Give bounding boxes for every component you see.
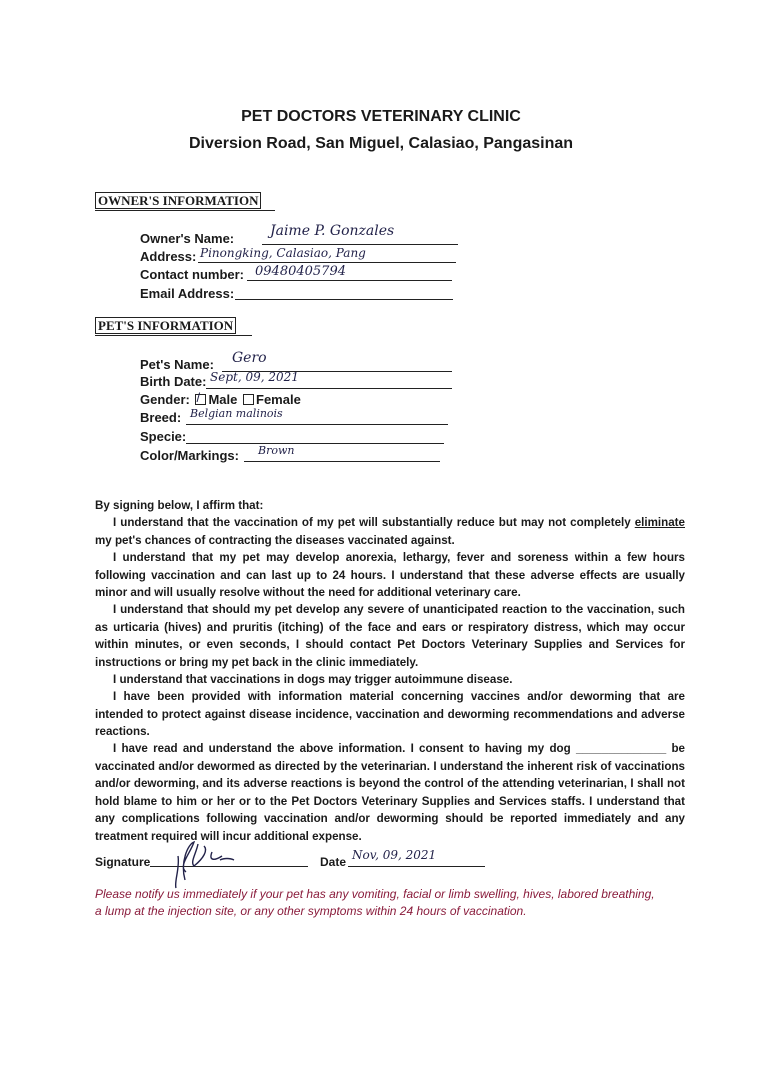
consent-intro: By signing below, I affirm that:: [95, 499, 264, 512]
birth-date-label: Birth Date:: [140, 374, 207, 389]
consent-p5: I have been provided with information material concerning vaccines and/or deworming that are intended to protect against disease incidence, vaccination and deworming recommendations and adverse reactions.: [95, 690, 685, 738]
owner-contact-label: Contact number:: [140, 267, 244, 282]
signature-field[interactable]: [160, 832, 280, 892]
gender-row: [140, 392, 301, 407]
owner-section-rule: [95, 210, 275, 211]
owner-email-field[interactable]: [235, 299, 453, 300]
consent-p1: I understand that the vaccination of my pet will substantially reduce but may not completely eliminate my pet's chances of contracting the diseases vaccinated against.: [95, 516, 685, 547]
owner-address-field[interactable]: Pinongking, Calasiao, Pang: [200, 246, 366, 260]
color-label: Color/Markings:: [140, 448, 239, 463]
owner-address-label: Address:: [140, 249, 197, 264]
gender-male-checkbox[interactable]: /: [195, 394, 206, 405]
birth-date-field[interactable]: Sept, 09, 2021: [210, 370, 299, 384]
breed-label: Breed:: [140, 410, 182, 425]
dog-name-blank[interactable]: ______________: [575, 742, 667, 755]
clinic-address: Diversion Road, San Miguel, Calasiao, Pangasinan: [188, 135, 574, 152]
owner-name-field[interactable]: Jaime P. Gonzales: [270, 223, 395, 239]
gender-male-label: Male: [208, 392, 238, 407]
consent-p3: I understand that should my pet develop any severe of unanticipated reaction to the vaccination, such as urticaria (hives) and pruritis (itching) of the face and ears or respiratory distress, which may occur within minutes, or even seconds, I should contact Pet Doctors Veterinary Supplies and Services for instructions or bring my pet back in the clinic immediately.: [95, 603, 685, 669]
clinic-name: PET DOCTORS VETERINARY CLINIC: [241, 108, 521, 125]
pet-section-rule: [95, 335, 252, 336]
gender-label: Gender:: [140, 392, 190, 407]
date-field[interactable]: Nov, 09, 2021: [352, 848, 437, 862]
owner-name-label: Owner's Name:: [140, 231, 235, 246]
signature-label: Signature: [95, 855, 151, 869]
specie-label: Specie:: [140, 429, 187, 444]
breed-field[interactable]: Belgian malinois: [190, 407, 283, 420]
pet-name-label: Pet's Name:: [140, 357, 214, 372]
gender-female-label: Female: [256, 392, 301, 407]
owner-contact-field[interactable]: 09480405794: [255, 264, 346, 279]
date-label: Date: [320, 855, 347, 869]
vaccination-notice: Please notify us immediately if your pet has any vomiting, facial or limb swelling, hives, labored breathing, a lump at the injection site, or any other symptoms within 24 hours of vaccination.: [95, 887, 655, 918]
consent-p4: I understand that vaccinations in dogs may trigger autoimmune disease.: [113, 673, 513, 686]
owner-section-title: OWNER'S INFORMATION: [95, 192, 261, 209]
pet-name-field[interactable]: Gero: [232, 350, 267, 366]
pet-section-title: PET'S INFORMATION: [95, 317, 236, 334]
specie-field[interactable]: [186, 443, 444, 444]
color-field[interactable]: Brown: [258, 444, 295, 457]
consent-p2: I understand that my pet may develop anorexia, lethargy, fever and soreness within a few hours following vaccination and can last up to 24 hours. I understand that these adverse effects are usually minor and will usually resolve without the need for additional veterinary care.: [95, 551, 685, 599]
owner-email-label: Email Address:: [140, 286, 235, 301]
consent-p6: I have read and understand the above information. I consent to having my dog ______________ be vaccinated and/or dewormed as directed by the veterinarian. I understand the inherent risk of vaccinations and/or deworming, and its adverse reactions is beyond the control of the attending veterinarian, I shall not hold blame to him or her or to the Pet Doctors Veterinary Supplies and Services staffs. I understand that any complications following vaccination and/or deworming should be reported immediately and any treatment required will incur additional expense.: [95, 742, 685, 843]
gender-female-checkbox[interactable]: [243, 394, 254, 405]
